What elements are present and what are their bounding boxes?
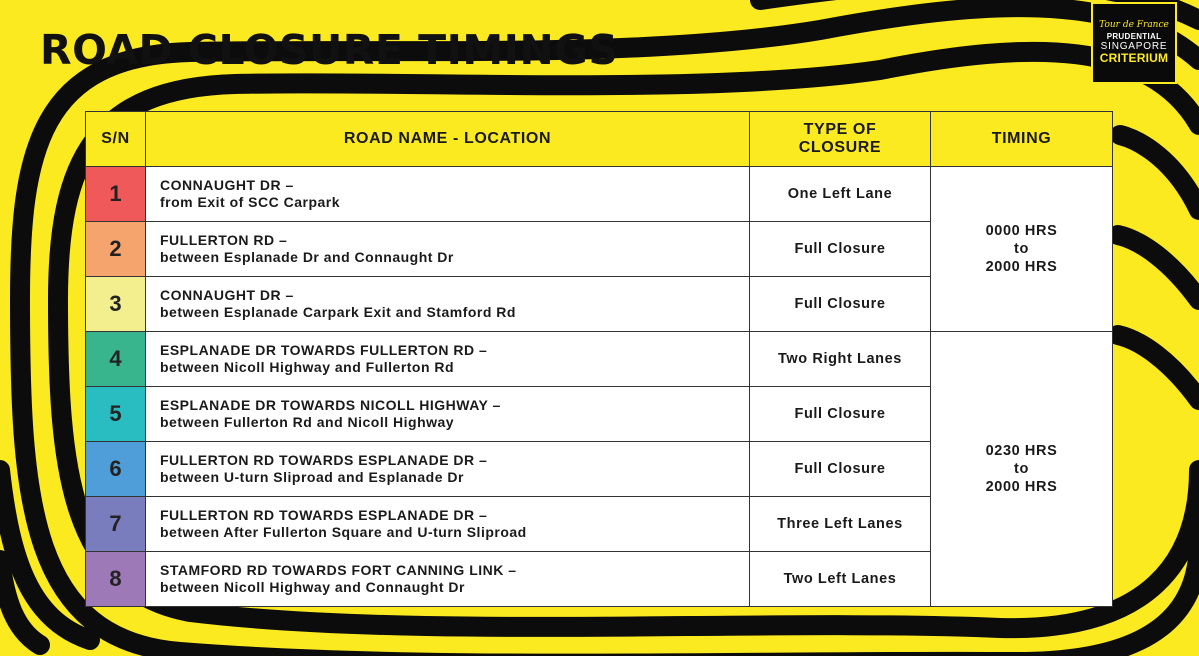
- closure-type: Two Right Lanes: [750, 332, 931, 387]
- logo-city: SINGAPORE: [1100, 40, 1168, 52]
- road-name: FULLERTON RD TOWARDS ESPLANADE DR –: [160, 452, 488, 468]
- road-location: [146, 167, 750, 222]
- header-closure-type: [750, 112, 931, 167]
- road-location: [146, 332, 750, 387]
- event-logo: [1091, 2, 1177, 84]
- road-segment: between Nicoll Highway and Connaught Dr: [160, 579, 465, 595]
- timing-group-2: [931, 332, 1113, 607]
- timing-to-word: to: [1014, 241, 1029, 257]
- road-segment: between Fullerton Rd and Nicoll Highway: [160, 414, 455, 430]
- row-number: 6: [86, 442, 146, 497]
- closure-type: Two Left Lanes: [750, 552, 931, 607]
- road-name: ESPLANADE DR TOWARDS NICOLL HIGHWAY –: [160, 397, 501, 413]
- tour-de-france-logo: Tour de France: [1099, 20, 1169, 31]
- road-name: FULLERTON RD TOWARDS ESPLANADE DR –: [160, 507, 488, 523]
- timing-to: 2000 HRS: [985, 259, 1058, 275]
- table-row: [86, 332, 1113, 387]
- row-number: 1: [86, 167, 146, 222]
- header-road-name: ROAD NAME - LOCATION: [146, 112, 750, 167]
- row-number: 3: [86, 277, 146, 332]
- row-number: 8: [86, 552, 146, 607]
- road-name: CONNAUGHT DR –: [160, 177, 294, 193]
- road-location: [146, 552, 750, 607]
- closure-type: One Left Lane: [750, 167, 931, 222]
- row-number: 5: [86, 387, 146, 442]
- row-number: 4: [86, 332, 146, 387]
- road-segment: between U-turn Sliproad and Esplanade Dr: [160, 469, 464, 485]
- closure-type: Full Closure: [750, 222, 931, 277]
- timing-from: 0230 HRS: [985, 443, 1058, 459]
- logo-sponsor: PRUDENTIAL: [1106, 32, 1162, 42]
- road-location: [146, 222, 750, 277]
- road-location: [146, 497, 750, 552]
- table-header-row: [86, 112, 1113, 167]
- timing-to: 2000 HRS: [985, 479, 1058, 495]
- closure-type: Full Closure: [750, 442, 931, 497]
- road-segment: from Exit of SCC Carpark: [160, 194, 341, 210]
- closure-type: Full Closure: [750, 387, 931, 442]
- road-location: [146, 387, 750, 442]
- row-number: 7: [86, 497, 146, 552]
- road-segment: between Esplanade Dr and Connaught Dr: [160, 249, 454, 265]
- timing-from: 0000 HRS: [985, 223, 1058, 239]
- road-name: ESPLANADE DR TOWARDS FULLERTON RD –: [160, 342, 488, 358]
- closure-type: Three Left Lanes: [750, 497, 931, 552]
- road-segment: between Nicoll Highway and Fullerton Rd: [160, 359, 455, 375]
- closure-table: [85, 111, 1113, 607]
- road-name: FULLERTON RD –: [160, 232, 288, 248]
- timing-to-word: to: [1014, 461, 1029, 477]
- road-name: STAMFORD RD TOWARDS FORT CANNING LINK –: [160, 562, 517, 578]
- closure-type: Full Closure: [750, 277, 931, 332]
- road-name: CONNAUGHT DR –: [160, 287, 294, 303]
- header-closure-type-line1: TYPE OF: [803, 121, 877, 138]
- road-segment: between Esplanade Carpark Exit and Stamford Rd: [160, 304, 516, 320]
- row-number: 2: [86, 222, 146, 277]
- header-timing: TIMING: [931, 112, 1113, 167]
- header-closure-type-line2: CLOSURE: [798, 139, 882, 156]
- timing-group-1: [931, 167, 1113, 332]
- logo-event-name: CRITERIUM: [1099, 51, 1169, 66]
- road-segment: between After Fullerton Square and U-turn Sliproad: [160, 524, 527, 540]
- road-location: [146, 277, 750, 332]
- header-sn: S/N: [86, 112, 146, 167]
- page-title: ROAD CLOSURE TIMINGS: [40, 26, 619, 74]
- road-location: [146, 442, 750, 497]
- table-row: [86, 167, 1113, 222]
